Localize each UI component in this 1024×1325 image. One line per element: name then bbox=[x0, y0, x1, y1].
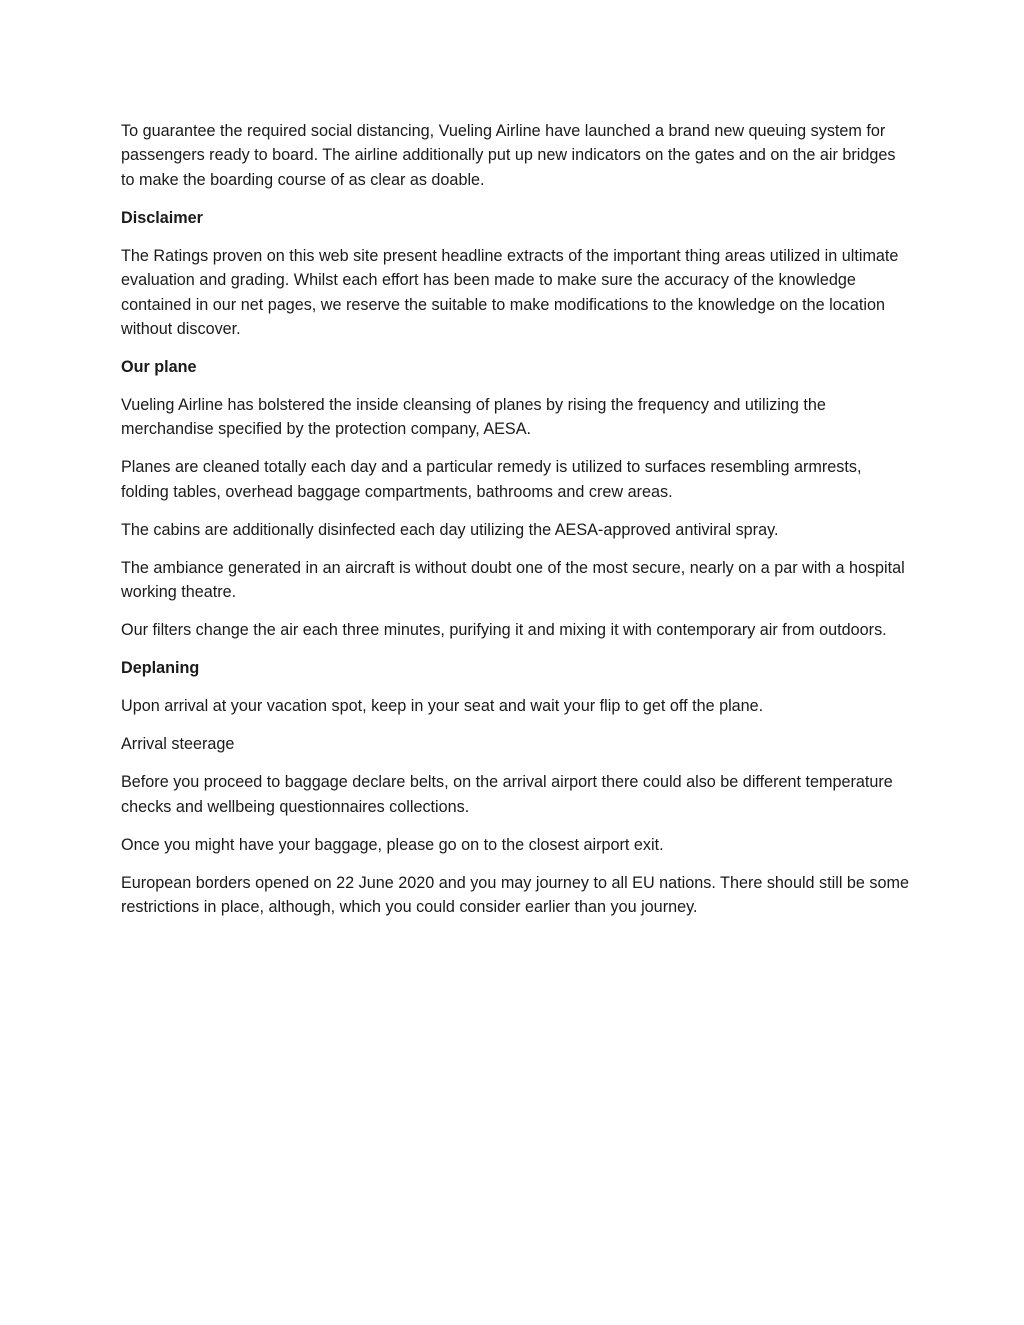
paragraph-planes-cleaned: Planes are cleaned totally each day and a particular remedy is utilized to surfaces resembling armrests, folding tables, overhead baggage compartments, bathrooms and crew areas. bbox=[121, 458, 862, 501]
paragraph-filters: Our filters change the air each three minutes, purifying it and mixing it with contemporary air from outdoors. bbox=[121, 621, 887, 640]
paragraph-upon-arrival: Upon arrival at your vacation spot, keep in your seat and wait your flip to get off the plane. bbox=[121, 697, 764, 716]
heading-disclaimer: Disclaimer bbox=[121, 208, 203, 227]
heading-deplaning: Deplaning bbox=[121, 659, 200, 678]
paragraph-cleansing: Vueling Airline has bolstered the inside cleansing of planes by rising the frequency and utilizing the merchandise specified by the protection company, AESA. bbox=[121, 396, 826, 439]
document-body bbox=[121, 119, 911, 933]
paragraph-disclaimer: The Ratings proven on this web site present headline extracts of the important thing areas utilized in ultimate evaluation and grading. Whilst each effort has been made to make sure the accuracy of the knowledge contained in our net pages, we reserve the suitable to make modifications to the knowledge on the location without discover. bbox=[121, 246, 899, 339]
paragraph-european-borders: European borders opened on 22 June 2020 and you may journey to all EU nations. There should still be some restrictions in place, although, which you could consider earlier than you journey. bbox=[121, 873, 910, 917]
paragraph-arrival-steerage: Arrival steerage bbox=[121, 735, 235, 754]
paragraph-ambiance: The ambiance generated in an aircraft is without doubt one of the most secure, nearly on a par with a hospital working theatre. bbox=[121, 558, 905, 602]
paragraph-cabins-disinfected: The cabins are additionally disinfected each day utilizing the AESA-approved antiviral spray. bbox=[121, 520, 779, 539]
paragraph-baggage-belts: Before you proceed to baggage declare belts, on the arrival airport there could also be different temperature checks and wellbeing questionnaires collections. bbox=[121, 773, 893, 816]
heading-our-plane: Our plane bbox=[121, 358, 197, 377]
paragraph-airport-exit: Once you might have your baggage, please go on to the closest airport exit. bbox=[121, 835, 664, 854]
paragraph-social-distancing: To guarantee the required social distancing, Vueling Airline have launched a brand new queuing system for passengers ready to board. The airline additionally put up new indicators on the gates and on the air bridges to make the boarding course of as clear as doable. bbox=[121, 122, 896, 189]
